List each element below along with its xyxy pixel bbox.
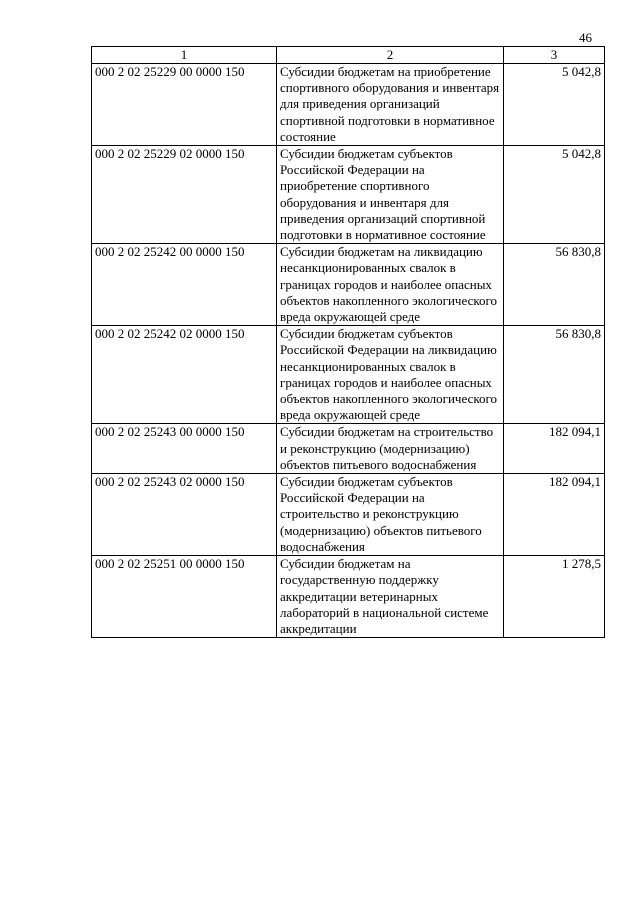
table-row: [92, 424, 605, 474]
description-cell: Субсидии бюджетам субъектов Российской Федерации на приобретение спортивного оборудования и инвентаря для приведения организаций спортивной подготовки в нормативное состояние: [277, 146, 504, 244]
budget-code-cell: 000 2 02 25242 00 0000 150: [92, 244, 277, 326]
amount-cell: 56 830,8: [504, 326, 605, 424]
description-cell: Субсидии бюджетам на строительство и реконструкцию (модернизацию) объектов питьевого водоснабжения: [277, 424, 504, 474]
amount-cell: 5 042,8: [504, 146, 605, 244]
description-cell: Субсидии бюджетам на приобретение спортивного оборудования и инвентаря для приведения организаций спортивной подготовки в нормативное состояние: [277, 64, 504, 146]
budget-code-cell: 000 2 02 25251 00 0000 150: [92, 556, 277, 638]
column-header-3: 3: [504, 47, 605, 64]
table-row: [92, 556, 605, 638]
budget-code-cell: 000 2 02 25242 02 0000 150: [92, 326, 277, 424]
table-header-row: [92, 47, 605, 64]
table-row: [92, 474, 605, 556]
table-row: [92, 326, 605, 424]
budget-code-cell: 000 2 02 25243 00 0000 150: [92, 424, 277, 474]
budget-code-cell: 000 2 02 25243 02 0000 150: [92, 474, 277, 556]
amount-cell: 182 094,1: [504, 424, 605, 474]
budget-table: [91, 46, 605, 638]
amount-cell: 56 830,8: [504, 244, 605, 326]
amount-cell: 182 094,1: [504, 474, 605, 556]
amount-cell: 5 042,8: [504, 64, 605, 146]
table-row: [92, 146, 605, 244]
description-cell: Субсидии бюджетам субъектов Российской Федерации на ликвидацию несанкционированных свалок в границах городов и наиболее опасных объектов накопленного экологического вреда окружающей среде: [277, 326, 504, 424]
description-cell: Субсидии бюджетам субъектов Российской Федерации на строительство и реконструкцию (модернизацию) объектов питьевого водоснабжения: [277, 474, 504, 556]
budget-code-cell: 000 2 02 25229 00 0000 150: [92, 64, 277, 146]
table-row: [92, 64, 605, 146]
description-cell: Субсидии бюджетам на ликвидацию несанкционированных свалок в границах городов и наиболее опасных объектов накопленного экологического вреда окружающей среде: [277, 244, 504, 326]
page-number: 46: [579, 30, 592, 45]
budget-code-cell: 000 2 02 25229 02 0000 150: [92, 146, 277, 244]
column-header-2: 2: [277, 47, 504, 64]
amount-cell: 1 278,5: [504, 556, 605, 638]
description-cell: Субсидии бюджетам на государственную поддержку аккредитации ветеринарных лабораторий в национальной системе аккредитации: [277, 556, 504, 638]
column-header-1: 1: [92, 47, 277, 64]
table-row: [92, 244, 605, 326]
